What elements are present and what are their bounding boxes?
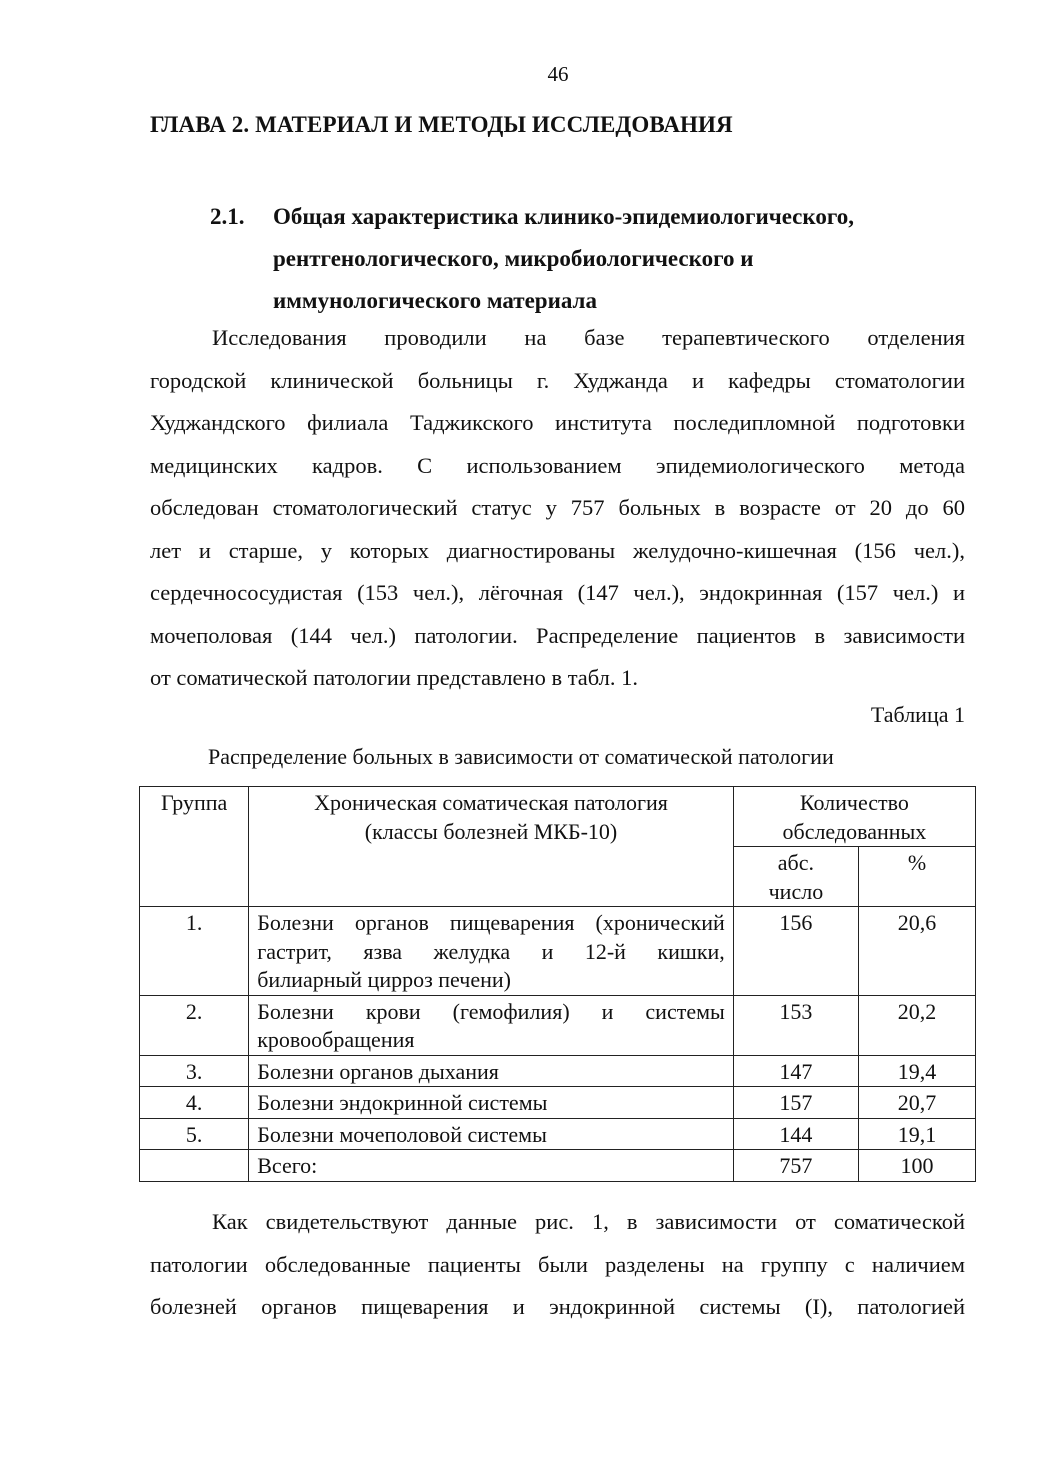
cell-pathology: Болезни эндокринной системы: [249, 1087, 734, 1119]
table-total-row: [140, 1150, 976, 1182]
table-row: [140, 1118, 976, 1150]
header-count: Количество обследованных: [733, 787, 975, 847]
cell-group: 1.: [140, 907, 249, 996]
paragraph-line: Исследования проводили на базе терапевтического отделения: [212, 325, 965, 350]
header-group: Группа: [140, 787, 249, 907]
paragraph-line: медицинских кадров. С использованием эпидемиологического метода: [150, 452, 965, 478]
cell-percent: 19,1: [859, 1118, 976, 1150]
header-abs: абс. число: [733, 847, 858, 907]
section-title-line: рентгенологического, микробиологического и: [273, 246, 754, 271]
paragraph-line: от соматической патологии представлено в табл. 1.: [150, 665, 639, 690]
paragraph-line: патологии обследованные пациенты были разделены на группу с наличием: [150, 1251, 965, 1277]
cell-abs: 157: [733, 1087, 858, 1119]
cell-pathology: Болезни органов пищеварения (хронический гастрит, язва желудка и 12-й кишки, билиарный цирроз печени): [249, 907, 734, 996]
cell-percent: 100: [859, 1150, 976, 1182]
table-row: [140, 907, 976, 996]
table-caption: Распределение больных в зависимости от соматической патологии: [208, 744, 834, 769]
cell-abs: 144: [733, 1118, 858, 1150]
cell-percent: 20,6: [859, 907, 976, 996]
cell-percent: 19,4: [859, 1055, 976, 1087]
table-row: [140, 1055, 976, 1087]
cell-group: 4.: [140, 1087, 249, 1119]
section-heading: [210, 196, 930, 322]
cell-pathology: Болезни крови (гемофилия) и системы кровообращения: [249, 995, 734, 1055]
cell-abs: 156: [733, 907, 858, 996]
cell-group: 2.: [140, 995, 249, 1055]
paragraph-line: Как свидетельствуют данные рис. 1, в зависимости от соматической: [212, 1209, 965, 1234]
cell-abs: 153: [733, 995, 858, 1055]
cell-group: 5.: [140, 1118, 249, 1150]
paragraph-followup: [150, 1201, 965, 1329]
section-title-line: иммунологического материала: [273, 288, 597, 313]
cell-total-label: Всего:: [249, 1150, 734, 1182]
cell-abs: 757: [733, 1150, 858, 1182]
paragraph-line: обследован стоматологический статус у 757 больных в возрасте от 20 до 60: [150, 495, 965, 520]
section-title-line: Общая характеристика клинико-эпидемиологического,: [273, 204, 854, 229]
page-number: 46: [547, 62, 569, 86]
section-number: 2.1.: [210, 204, 245, 229]
paragraph-line: городской клинической больницы г. Худжанда и кафедры стоматологии: [150, 367, 965, 393]
cell-pathology: Болезни мочеполовой системы: [249, 1118, 734, 1150]
cell-abs: 147: [733, 1055, 858, 1087]
table-label: Таблица 1: [870, 702, 965, 727]
cell-percent: 20,2: [859, 995, 976, 1055]
paragraph-intro: [150, 317, 965, 700]
header-pathology: Хроническая соматическая патология (классы болезней МКБ-10): [249, 787, 734, 907]
section-title: [273, 196, 930, 322]
paragraph-line: лет и старше, у которых диагностированы желудочно-кишечная (156 чел.),: [150, 537, 965, 563]
paragraph-line: мочеполовая (144 чел.) патологии. Распределение пациентов в зависимости: [150, 622, 965, 648]
cell-group: [140, 1150, 249, 1182]
distribution-table: [139, 786, 976, 1182]
chapter-title: ГЛАВА 2. МАТЕРИАЛ И МЕТОДЫ ИССЛЕДОВАНИЯ: [150, 112, 733, 137]
paragraph-line: болезней органов пищеварения и эндокринной системы (I), патологией: [150, 1294, 965, 1319]
header-percent: %: [859, 847, 976, 907]
cell-pathology: Болезни органов дыхания: [249, 1055, 734, 1087]
table-row: [140, 1087, 976, 1119]
paragraph-line: сердечнососудистая (153 чел.), лёгочная (147 чел.), эндокринная (157 чел.) и: [150, 580, 965, 605]
paragraph-line: Худжандского филиала Таджикского института последипломной подготовки: [150, 410, 965, 435]
cell-percent: 20,7: [859, 1087, 976, 1119]
table-header-row: [140, 787, 976, 847]
table-row: [140, 995, 976, 1055]
cell-group: 3.: [140, 1055, 249, 1087]
